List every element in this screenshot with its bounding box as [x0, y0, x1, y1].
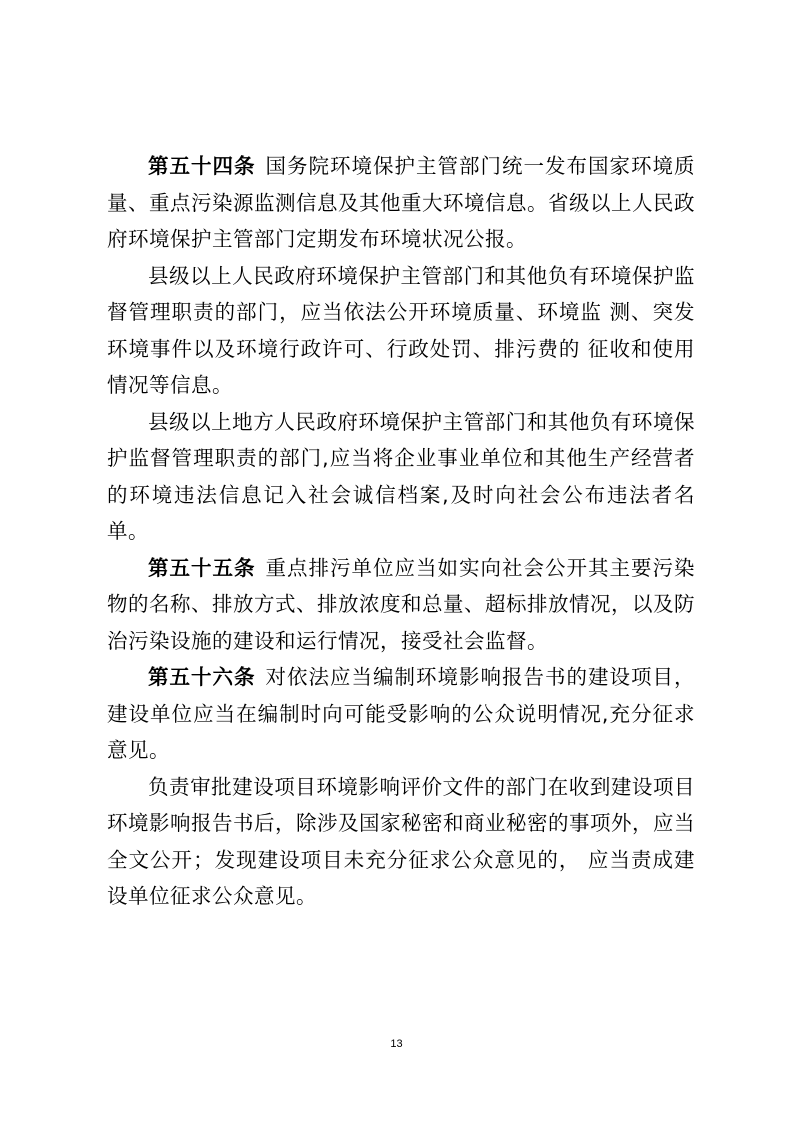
paragraph-article-54 — [107, 148, 695, 258]
paragraph-article-54-clause-3 — [107, 404, 695, 550]
article-number: 第五十六条 — [148, 665, 256, 689]
paragraph-text: 负责审批建设项目环境影响评价文件的部门在收到建设项目环境影响报告书后，除涉及国家秘密和商业秘密的事项外，应当全文公开；发现建设项目未充分征求公众意见的， 应当责成建设单位征求公众意见。 — [107, 774, 695, 908]
document-body — [107, 148, 695, 915]
article-number: 第五十四条 — [148, 154, 256, 178]
paragraph-text: 对依法应当编制环境影响报告书的建设项目，建设单位应当在编制时向可能受影响的公众说明情况,充分征求意见。 — [107, 665, 695, 762]
paragraph-article-56 — [107, 659, 695, 769]
page-number: 13 — [390, 1038, 403, 1050]
paragraph-article-55 — [107, 550, 695, 660]
paragraph-text: 县级以上地方人民政府环境保护主管部门和其他负有环境保护监督管理职责的部门,应当将企业事业单位和其他生产经营者的环境违法信息记入社会诚信档案,及时向社会公布违法者名单。 — [107, 409, 695, 543]
paragraph-text: 重点排污单位应当如实向社会公开其主要污染物的名称、排放方式、排放浓度和总量、超标排放情况，以及防治污染设施的建设和运行情况，接受社会监督。 — [107, 555, 695, 653]
paragraph-text: 国务院环境保护主管部门统一发布国家环境质量、重点污染源监测信息及其他重大环境信息。省级以上人民政府环境保护主管部门定期发布环境状况公报。 — [107, 154, 695, 251]
paragraph-text: 县级以上人民政府环境保护主管部门和其他负有环境保护监督管理职责的部门，应当依法公开环境质量、环境监 测、突发环境事件以及环境行政许可、行政处罚、排污费的 征收和使用情况等信息。 — [107, 263, 695, 397]
paragraph-article-56-clause-2 — [107, 769, 695, 915]
article-number: 第五十五条 — [148, 555, 256, 580]
paragraph-article-54-clause-2 — [107, 258, 695, 404]
